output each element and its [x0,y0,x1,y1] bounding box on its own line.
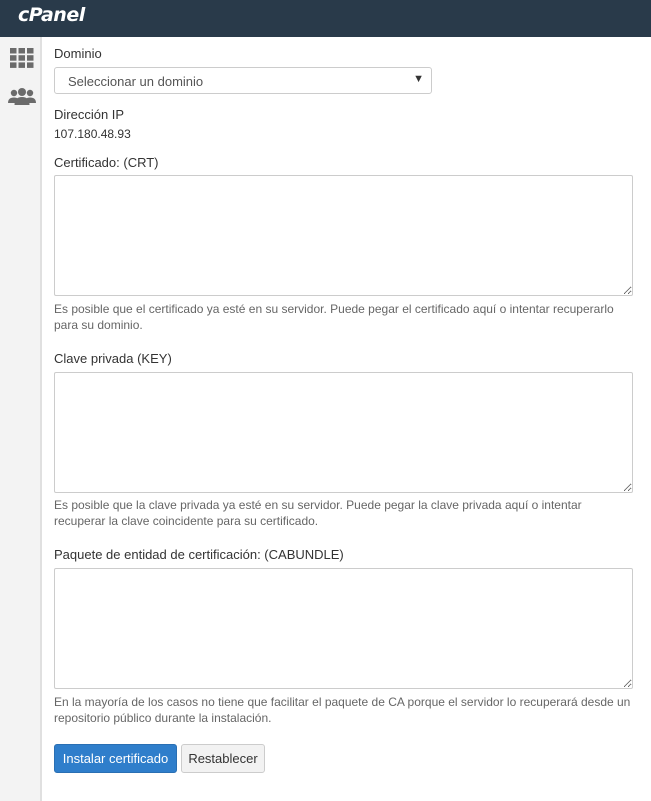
cpanel-logo[interactable]: cPanel [18,4,85,26]
key-textarea[interactable] [54,372,633,493]
key-label: Clave privada (KEY) [54,351,172,366]
top-bar [0,0,651,37]
domain-select[interactable] [54,67,432,94]
ip-value: 107.180.48.93 [54,127,131,141]
grid-icon[interactable] [10,48,34,68]
cabundle-help-text: En la mayoría de los casos no tiene que facilitar el paquete de CA porque el servidor lo recuperará desde un repositorio público durante la instalación. [54,695,631,725]
users-icon[interactable] [8,87,36,107]
install-certificate-button[interactable]: Instalar certificado [54,744,177,773]
caret-down-icon: ▼ [413,73,424,85]
sidebar [0,37,42,801]
cabundle-textarea[interactable] [54,568,633,689]
ip-label: Dirección IP [54,107,125,122]
reset-button[interactable]: Restablecer [181,744,265,773]
crt-label: Certificado: (CRT) [54,155,159,170]
cabundle-label: Paquete de entidad de certificación: (CABUNDLE) [54,547,344,562]
key-help-text: Es posible que la clave privada ya esté en su servidor. Puede pegar la clave privada aquí o intentar recuperar la clave coincidente para su certificado. [54,498,582,528]
domain-select-value: Seleccionar un dominio [68,74,204,89]
crt-help-text: Es posible que el certificado ya esté en su servidor. Puede pegar el certificado aquí o intentar recuperarlo para su dominio. [54,302,614,332]
domain-label: Dominio [54,46,102,61]
crt-textarea[interactable] [54,175,633,296]
